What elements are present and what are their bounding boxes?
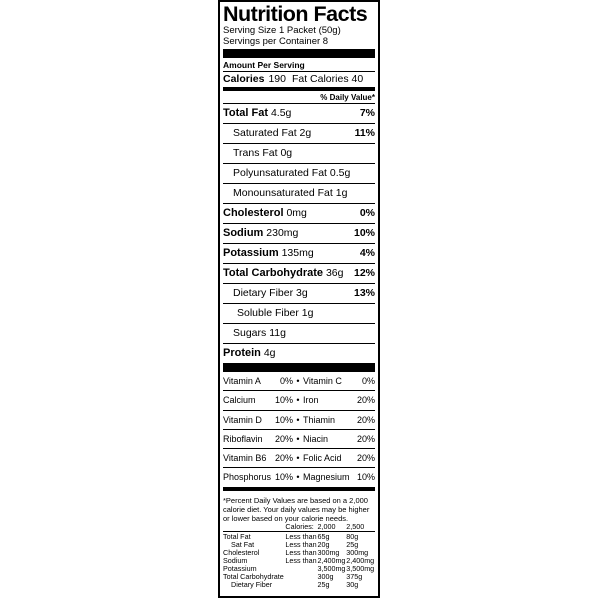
nutrient-name-amount <box>233 184 347 203</box>
nutrient-name-amount <box>233 144 292 163</box>
medium-divider-2 <box>223 487 375 491</box>
nutrition-facts-label <box>218 0 380 598</box>
fat-calories: Fat Calories 40 <box>291 73 364 85</box>
footnote: *Percent Daily Values are based on a 2,000 calorie diet. Your daily values may be higher or lower based on your calorie needs. <box>223 495 370 523</box>
nutrient-list <box>223 103 375 363</box>
bullet-separator: • <box>296 395 300 406</box>
vitamin-percent: 10% <box>356 472 375 483</box>
vitamin-percent: 10% <box>274 414 293 425</box>
bullet-separator: • <box>296 414 300 425</box>
nutrient-name-amount <box>237 304 313 323</box>
nutrient-name-amount <box>223 264 343 283</box>
table-cell: 2,400mg <box>346 556 375 566</box>
vitamin-row <box>223 448 375 467</box>
nutrient-name-amount <box>223 344 276 363</box>
bullet-separator: • <box>296 433 300 444</box>
vitamin-row <box>223 429 375 448</box>
nutrient-name: Monounsaturated Fat <box>233 187 333 199</box>
vitamin-name: Vitamin D <box>223 414 262 425</box>
vitamin-percent: 20% <box>274 453 293 464</box>
table-cell: 300mg <box>346 548 369 558</box>
nutrient-daily-value: 10% <box>353 227 375 239</box>
nutrient-row <box>223 243 375 263</box>
nutrient-name: Soluble Fiber <box>237 307 299 319</box>
nutrient-name: Potassium <box>223 247 279 259</box>
table-header-cell: 2,000 <box>317 521 336 531</box>
nutrient-amount: 36g <box>325 267 344 279</box>
table-cell: Sat Fat <box>231 539 255 549</box>
thick-divider-2 <box>223 363 375 372</box>
nutrient-name: Polyunsaturated Fat <box>233 167 327 179</box>
nutrient-name: Saturated Fat <box>233 127 297 139</box>
label-title: Nutrition Facts <box>223 2 368 26</box>
nutrient-amount: 4g <box>263 347 276 359</box>
nutrient-amount: 4.5g <box>270 107 292 119</box>
vitamin-name: Calcium <box>223 395 256 406</box>
nutrient-row <box>223 263 375 283</box>
vitamin-percent: 10% <box>274 395 293 406</box>
vitamin-row <box>223 467 375 486</box>
vitamin-percent: 20% <box>356 453 375 464</box>
nutrient-amount: 0.5g <box>329 167 351 179</box>
vitamin-percent: 20% <box>356 433 375 444</box>
nutrient-amount: 1g <box>301 307 314 319</box>
table-cell: Sodium <box>223 556 248 566</box>
vitamin-name: Niacin <box>303 433 329 444</box>
vitamin-row <box>223 390 375 409</box>
vitamin-name: Vitamin B6 <box>223 453 267 464</box>
bullet-separator: • <box>296 453 300 464</box>
vitamin-percent: 0% <box>279 376 293 386</box>
vitamin-list <box>223 372 375 487</box>
daily-values-header-row <box>223 523 375 532</box>
nutrient-row <box>223 223 375 243</box>
table-cell: Cholesterol <box>223 548 260 558</box>
vitamin-name: Magnesium <box>303 472 350 483</box>
amount-per-serving: Amount Per Serving <box>223 60 305 70</box>
serving-size: Serving Size 1 Packet (50g) <box>223 25 341 36</box>
table-cell: 80g <box>346 531 359 541</box>
nutrient-amount: 135mg <box>281 247 314 259</box>
calories-label: Calories <box>223 73 265 85</box>
vitamin-name: Phosphorus <box>223 472 272 483</box>
table-cell: Less than <box>285 556 317 566</box>
table-cell <box>285 581 317 589</box>
nutrient-name: Dietary Fiber <box>233 287 294 299</box>
calories-row <box>223 72 375 86</box>
servings-per-container: Servings per Container 8 <box>223 36 329 47</box>
daily-value-header: % Daily Value* <box>320 93 375 102</box>
nutrient-name: Sugars <box>233 327 267 339</box>
table-cell: 25g <box>346 539 359 549</box>
nutrient-name-amount <box>233 284 308 303</box>
calories-value: 190 <box>268 73 286 85</box>
table-cell: Total Fat <box>223 531 251 541</box>
vitamin-name: Iron <box>303 395 319 406</box>
nutrient-name-amount <box>233 124 311 143</box>
nutrient-daily-value: 7% <box>359 107 375 119</box>
nutrient-name: Total Fat <box>223 107 269 119</box>
nutrient-name: Cholesterol <box>223 207 284 219</box>
table-cell: 375g <box>346 572 363 582</box>
table-cell: 3,500mg <box>317 564 346 574</box>
nutrient-row <box>223 103 375 123</box>
thick-divider <box>223 49 375 58</box>
table-cell: 3,500mg <box>346 564 375 574</box>
nutrient-name-amount <box>233 324 286 343</box>
vitamin-name: Vitamin C <box>303 376 342 386</box>
table-cell <box>285 573 317 581</box>
table-cell: Less than <box>285 548 317 558</box>
bullet-separator: • <box>296 472 300 483</box>
table-cell: Total Carbohydrate <box>223 572 284 582</box>
nutrient-daily-value: 12% <box>353 267 375 279</box>
table-cell: 300g <box>317 572 334 582</box>
nutrient-row <box>223 303 375 323</box>
bullet-separator: • <box>296 376 300 386</box>
table-row <box>223 581 375 589</box>
nutrient-daily-value: 4% <box>359 247 375 259</box>
vitamin-name: Folic Acid <box>303 453 342 464</box>
nutrient-row <box>223 203 375 223</box>
nutrient-daily-value: 11% <box>354 127 375 139</box>
nutrient-name: Protein <box>223 347 261 359</box>
nutrient-row <box>223 283 375 303</box>
nutrient-name: Total Carbohydrate <box>223 267 324 279</box>
nutrient-amount: 2g <box>299 127 312 139</box>
nutrient-name: Trans Fat <box>233 147 278 159</box>
nutrient-name-amount <box>223 244 314 263</box>
vitamin-percent: 20% <box>356 414 375 425</box>
nutrient-amount: 1g <box>335 187 348 199</box>
nutrient-name-amount <box>223 104 291 123</box>
vitamin-percent: 20% <box>356 395 375 406</box>
vitamin-name: Vitamin A <box>223 376 261 386</box>
vitamin-percent: 0% <box>361 376 375 386</box>
table-cell: Potassium <box>223 564 257 574</box>
medium-divider <box>223 87 375 91</box>
table-cell: 300mg <box>317 548 340 558</box>
table-cell: 20g <box>317 539 330 549</box>
table-header-cell <box>223 523 285 532</box>
table-header-cell: Calories: <box>285 521 314 531</box>
vitamin-row <box>223 372 375 390</box>
nutrient-row <box>223 323 375 343</box>
table-cell: Less than <box>285 531 317 541</box>
nutrient-row <box>223 163 375 183</box>
table-cell: Less than <box>285 539 317 549</box>
nutrient-daily-value: 13% <box>353 287 375 299</box>
nutrient-name-amount <box>233 164 350 183</box>
nutrient-amount: 11g <box>269 327 286 339</box>
vitamin-name: Thiamin <box>303 414 336 425</box>
daily-values-table <box>223 523 375 590</box>
vitamin-percent: 20% <box>274 433 293 444</box>
nutrient-amount: 3g <box>296 287 308 299</box>
nutrient-name-amount <box>223 224 298 243</box>
table-header-cell: 2,500 <box>346 521 365 531</box>
vitamin-row <box>223 410 375 429</box>
table-cell: 25g <box>317 580 330 590</box>
table-cell: 30g <box>346 580 359 590</box>
nutrient-row <box>223 123 375 143</box>
nutrient-amount: 0g <box>280 147 293 159</box>
nutrient-name-amount <box>223 204 307 223</box>
vitamin-percent: 10% <box>274 472 293 483</box>
table-cell: 65g <box>317 531 330 541</box>
nutrient-row <box>223 183 375 203</box>
nutrient-row <box>223 143 375 163</box>
nutrient-row <box>223 343 375 363</box>
nutrient-daily-value: 0% <box>359 207 375 219</box>
vitamin-name: Riboflavin <box>223 433 263 444</box>
table-cell <box>285 565 317 573</box>
nutrient-amount: 0mg <box>286 207 307 219</box>
nutrient-amount: 230mg <box>266 227 299 239</box>
table-cell: 2,400mg <box>317 556 346 566</box>
table-cell: Dietary Fiber <box>231 580 273 590</box>
nutrient-name: Sodium <box>223 227 264 239</box>
